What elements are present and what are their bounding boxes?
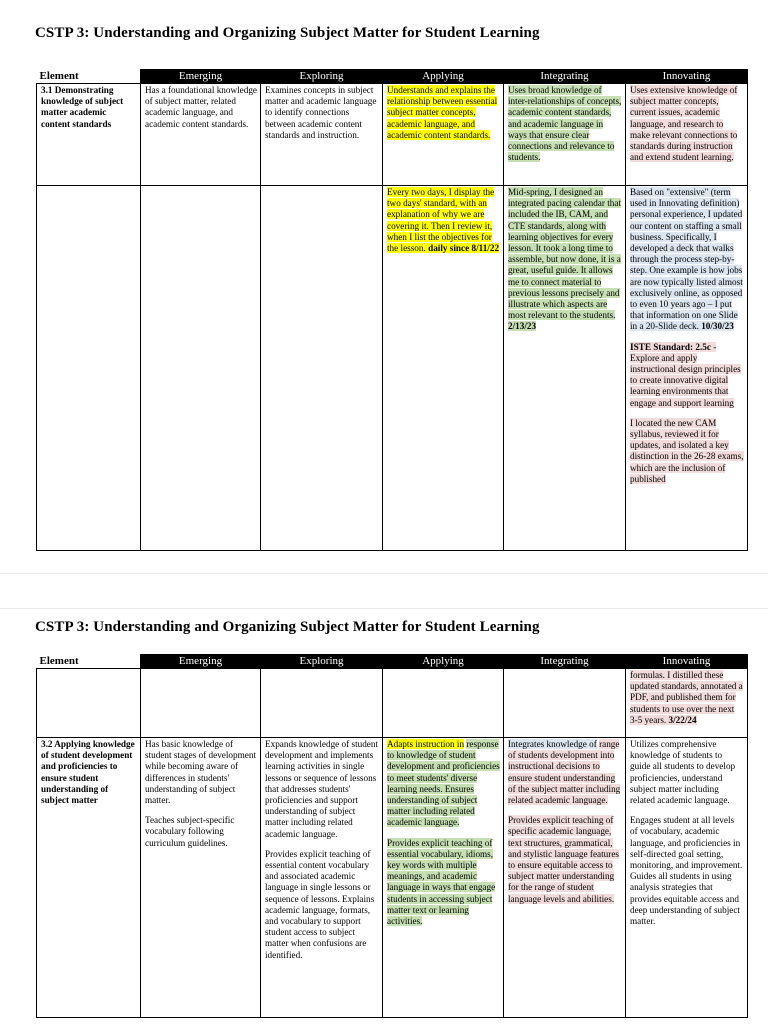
evidence-body: Mid-spring, I designed an integrated pacing calendar that included the IB, CAM, and CTE standards, along with learning objectives for every lesson. It took a long time to assemble, but now done, it is a great, useful guide. It allows me to connect material to previous lessons precisely and illustrate which aspects are most relevant to the students. bbox=[508, 187, 621, 321]
evidence-date: daily since 8/11/22 bbox=[428, 243, 500, 254]
evidence-text bbox=[630, 670, 743, 725]
exploring-cell bbox=[261, 669, 383, 738]
emerging-cell: Has a foundational knowledge of subject matter, related academic language, and academic content standards. bbox=[141, 84, 261, 186]
header-emerging: Emerging bbox=[141, 655, 261, 669]
cstp-table-page2 bbox=[36, 654, 748, 1018]
header-integrating: Integrating bbox=[504, 70, 626, 84]
applying-cell bbox=[383, 669, 504, 738]
evidence-date: 3/22/24 bbox=[668, 714, 697, 725]
descriptor-text: Expands knowledge of student development and implements learning activities in single lessons or sequence of lessons that addresses students' proficiencies and support understanding of subject matter including related academic language. bbox=[265, 739, 379, 839]
highlighted-text: range of students development into instructional decisions to ensure student understanding of the subject matter including related academic language. bbox=[508, 739, 621, 806]
descriptor-text: Provides explicit teaching of essential content vocabulary and associated academic language in single lessons or sequence of lessons. Explains academic language, formats, and vocabulary to support student access to subject matter when confusions are identified. bbox=[265, 848, 375, 960]
highlighted-text: Provides explicit teaching of essential vocabulary, idioms, key words with multiple meanings, and academic language in ways that engage students in accessing subject matter text or learning activities. bbox=[387, 837, 496, 927]
emerging-cell bbox=[141, 738, 261, 1018]
element-cell bbox=[37, 186, 141, 551]
table-row bbox=[37, 738, 748, 1018]
applying-cell bbox=[383, 84, 504, 186]
page-break bbox=[0, 573, 768, 609]
header-applying: Applying bbox=[383, 655, 504, 669]
innovating-cell bbox=[626, 84, 748, 186]
table-row bbox=[37, 669, 748, 738]
innovating-cell bbox=[626, 738, 748, 1018]
header-exploring: Exploring bbox=[261, 70, 383, 84]
header-exploring: Exploring bbox=[261, 655, 383, 669]
innovating-cell bbox=[626, 669, 748, 738]
page-title: CSTP 3: Understanding and Organizing Subject Matter for Student Learning bbox=[35, 619, 540, 635]
applying-cell bbox=[383, 186, 504, 551]
evidence-text: I located the new CAM syllabus, reviewed it for updates, and isolated a key distinction in the 26-28 exams, which are the inclusion of published bbox=[630, 417, 744, 484]
evidence-text bbox=[630, 187, 743, 331]
emerging-cell bbox=[141, 186, 261, 551]
descriptor-text: Engages student at all levels of vocabulary, academic language, and proficiencies in self-directed goal setting, monitoring, and improvement. Guides all students in using analysis strategies that provides equitable access and deep understanding of subject matter. bbox=[630, 815, 743, 927]
evidence-text bbox=[508, 187, 621, 331]
header-innovating: Innovating bbox=[626, 70, 748, 84]
integrating-cell bbox=[504, 186, 626, 551]
applying-cell bbox=[383, 738, 504, 1018]
integrating-cell bbox=[504, 738, 626, 1018]
iste-standard bbox=[630, 342, 741, 408]
descriptor-text: Has basic knowledge of student stages of development while becoming aware of differences in students' understanding of subject matter. bbox=[145, 739, 256, 806]
highlighted-text: Adapts instruction in bbox=[387, 739, 465, 749]
table-row bbox=[37, 186, 748, 551]
integrating-cell bbox=[504, 669, 626, 738]
element-header: Element bbox=[37, 655, 141, 669]
highlighted-text: Uses extensive knowledge of subject matter concepts, current issues, academic language, and research to make relevant connections to standards during instruction and extend student learning. bbox=[630, 85, 738, 163]
element-cell: 3.2 Applying knowledge of student development and proficiencies to ensure student understanding of subject matter bbox=[37, 738, 141, 1018]
exploring-cell bbox=[261, 738, 383, 1018]
evidence-text bbox=[387, 187, 499, 253]
integrating-cell bbox=[504, 84, 626, 186]
emerging-cell bbox=[141, 669, 261, 738]
element-cell: 3.1 Demonstrating knowledge of subject matter academic content standards bbox=[37, 84, 141, 186]
header-innovating: Innovating bbox=[626, 655, 748, 669]
evidence-date: 10/30/23 bbox=[701, 321, 734, 332]
iste-label: ISTE Standard: 2.5c bbox=[630, 341, 711, 352]
exploring-cell bbox=[261, 186, 383, 551]
highlighted-text: Provides explicit teaching of specific academic language, text structures, grammatical, and stylistic language features to ensure equitable access to subject matter understanding for the range of student language levels and abilities. bbox=[508, 815, 619, 904]
descriptor-text: Teaches subject-specific vocabulary following curriculum guidelines. bbox=[145, 815, 235, 848]
exploring-cell: Examines concepts in subject matter and academic language to identify connections between academic content standards and instruction. bbox=[261, 84, 383, 186]
cstp-table-page1 bbox=[36, 69, 748, 551]
evidence-body: Every two days, I display the two days' standard, with an explanation of why we are covering it. Then I review it, when I list the objectives for the lesson. bbox=[387, 187, 495, 254]
highlighted-text: Integrates knowledge of bbox=[508, 739, 597, 749]
element-cell bbox=[37, 669, 141, 738]
highlighted-text: Understands and explains the relationship between essential subject matter concepts, academic language, and academic content standards. bbox=[387, 85, 498, 140]
table-row bbox=[37, 84, 748, 186]
iste-text: - Explore and apply instructional design principles to create innovative digital learning environments that engage and support learning bbox=[630, 341, 741, 408]
descriptor-text: Utilizes comprehensive knowledge of students to guide all students to develop proficiencies, understand subject matter including related academic language. bbox=[630, 739, 736, 806]
header-integrating: Integrating bbox=[504, 655, 626, 669]
innovating-cell bbox=[626, 186, 748, 551]
element-header: Element bbox=[37, 70, 141, 84]
highlighted-text: response to knowledge of student development and proficiencies to meet students' diverse learning needs. Ensures understanding of subject matter including related academic language. bbox=[387, 739, 500, 828]
highlighted-text: Uses broad knowledge of inter-relationships of concepts, academic content standards, and academic language in ways that ensure clear connections and relevance to students. bbox=[508, 85, 622, 163]
page-title: CSTP 3: Understanding and Organizing Subject Matter for Student Learning bbox=[35, 25, 540, 41]
header-emerging: Emerging bbox=[141, 70, 261, 84]
header-applying: Applying bbox=[383, 70, 504, 84]
evidence-body: Based on "extensive" (term used in Innovating definition) personal experience, I updated our content on staffing a small business. Specifically, I developed a deck that walks through the process step-by-step. One example is how jobs are now typically listed almost exclusively online, as opposed to even 10 years ago – I put that information on one Slide in a 20-Slide deck. bbox=[630, 187, 743, 332]
evidence-body: formulas. I distilled these updated standards, annotated a PDF, and published them for students to use over the next 3-5 years. bbox=[630, 670, 743, 725]
evidence-date: 2/13/23 bbox=[508, 321, 537, 332]
